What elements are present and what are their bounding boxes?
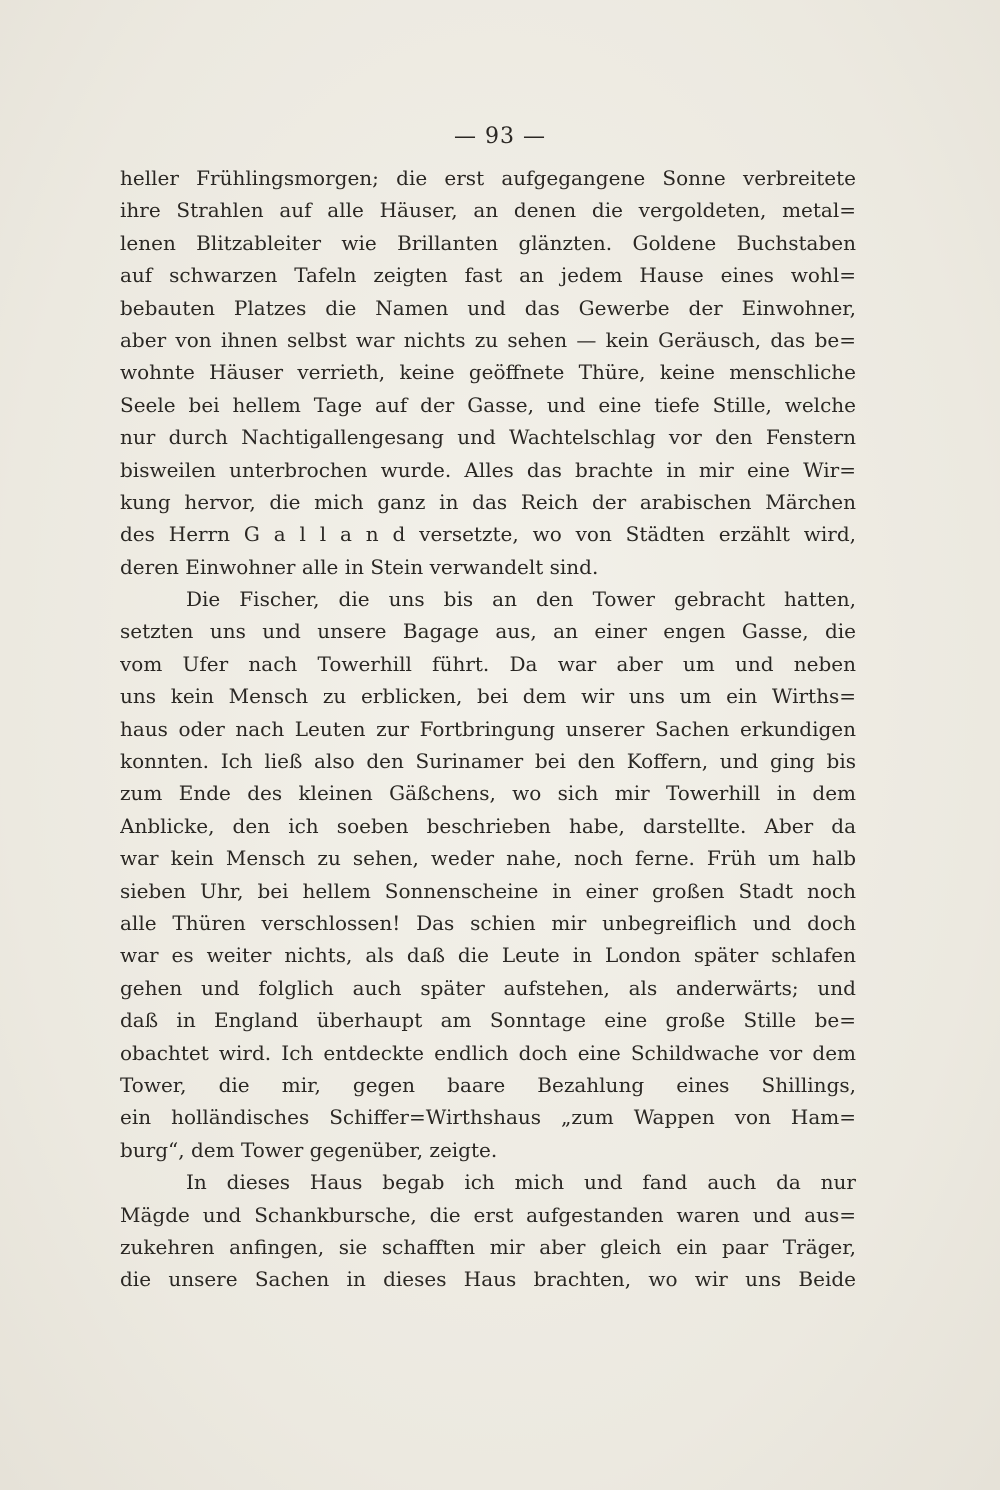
text-line: konnten. Ich ließ also den Surinamer bei den Koffern, und ging bis (120, 749, 856, 774)
text-line: burg“, dem Tower gegenüber, zeigte. (120, 1137, 498, 1162)
text-line: wohnte Häuser verrieth, keine geöffnete Thüre, keine menschliche (120, 360, 856, 385)
text-line: heller Frühlingsmorgen; die erst aufgegangene Sonne verbreitete (120, 166, 856, 190)
text-line: des Herrn G a l l a n d versetzte, wo von Städten erzählt wird, (120, 522, 856, 547)
body-text (120, 162, 856, 1296)
text-line: Die Fischer, die uns bis an den Tower gebracht hatten, (186, 587, 856, 612)
text-line: Seele bei hellem Tage auf der Gasse, und eine tiefe Stille, welche (120, 392, 856, 417)
text-line: auf schwarzen Tafeln zeigten fast an jedem Hause eines wohl= (120, 263, 856, 288)
text-line: Tower, die mir, gegen baare Bezahlung eines Shillings, (120, 1072, 856, 1097)
text-line: deren Einwohner alle in Stein verwandelt sind. (120, 554, 599, 579)
text-line: setzten uns und unsere Bagage aus, an einer engen Gasse, die (120, 619, 856, 644)
text-line: obachtet wird. Ich entdeckte endlich doch eine Schildwache vor dem (120, 1040, 856, 1065)
text-line: uns kein Mensch zu erblicken, bei dem wir uns um ein Wirths= (120, 684, 856, 709)
text-line: haus oder nach Leuten zur Fortbringung unserer Sachen erkundigen (120, 716, 856, 741)
text-line: Anblicke, den ich soeben beschrieben habe, darstellte. Aber da (120, 813, 856, 838)
text-line: zum Ende des kleinen Gäßchens, wo sich mir Towerhill in dem (120, 781, 856, 806)
text-line: In dieses Haus begab ich mich und fand auch da nur (186, 1170, 856, 1195)
text-line: zukehren anfingen, sie schafften mir aber gleich ein paar Träger, (120, 1234, 856, 1259)
text-line: Mägde und Schankbursche, die erst aufgestanden waren und aus= (120, 1202, 856, 1227)
text-line: war es weiter nichts, als daß die Leute in London später schlafen (120, 943, 856, 968)
text-line: bebauten Platzes die Namen und das Gewerbe der Einwohner, (120, 295, 856, 320)
text-line: aber von ihnen selbst war nichts zu sehen — kein Geräusch, das be= (120, 327, 856, 352)
text-line: nur durch Nachtigallengesang und Wachtelschlag vor den Fenstern (120, 425, 856, 450)
text-line: daß in England überhaupt am Sonntage eine große Stille be= (120, 1008, 856, 1033)
text-line: die unsere Sachen in dieses Haus brachten, wo wir uns Beide (120, 1267, 856, 1292)
text-line: gehen und folglich auch später aufstehen, als anderwärts; und (120, 975, 856, 1000)
text-line: lenen Blitzableiter wie Brillanten glänzten. Goldene Buchstaben (120, 230, 856, 255)
text-line: alle Thüren verschlossen! Das schien mir unbegreiflich und doch (120, 910, 856, 935)
text-line: war kein Mensch zu sehen, weder nahe, noch ferne. Früh um halb (120, 846, 856, 871)
text-line: ein holländisches Schiffer=Wirthshaus „zum Wappen von Ham= (120, 1105, 856, 1130)
text-line: sieben Uhr, bei hellem Sonnenscheine in einer großen Stadt noch (120, 878, 856, 903)
text-line: vom Ufer nach Towerhill führt. Da war aber um und neben (120, 651, 856, 676)
text-line: bisweilen unterbrochen wurde. Alles das brachte in mir eine Wir= (120, 457, 856, 482)
page-number: — 93 — (454, 124, 546, 149)
text-line: kung hervor, die mich ganz in das Reich der arabischen Märchen (120, 489, 856, 514)
text-line: ihre Strahlen auf alle Häuser, an denen die vergoldeten, metal= (120, 198, 856, 223)
